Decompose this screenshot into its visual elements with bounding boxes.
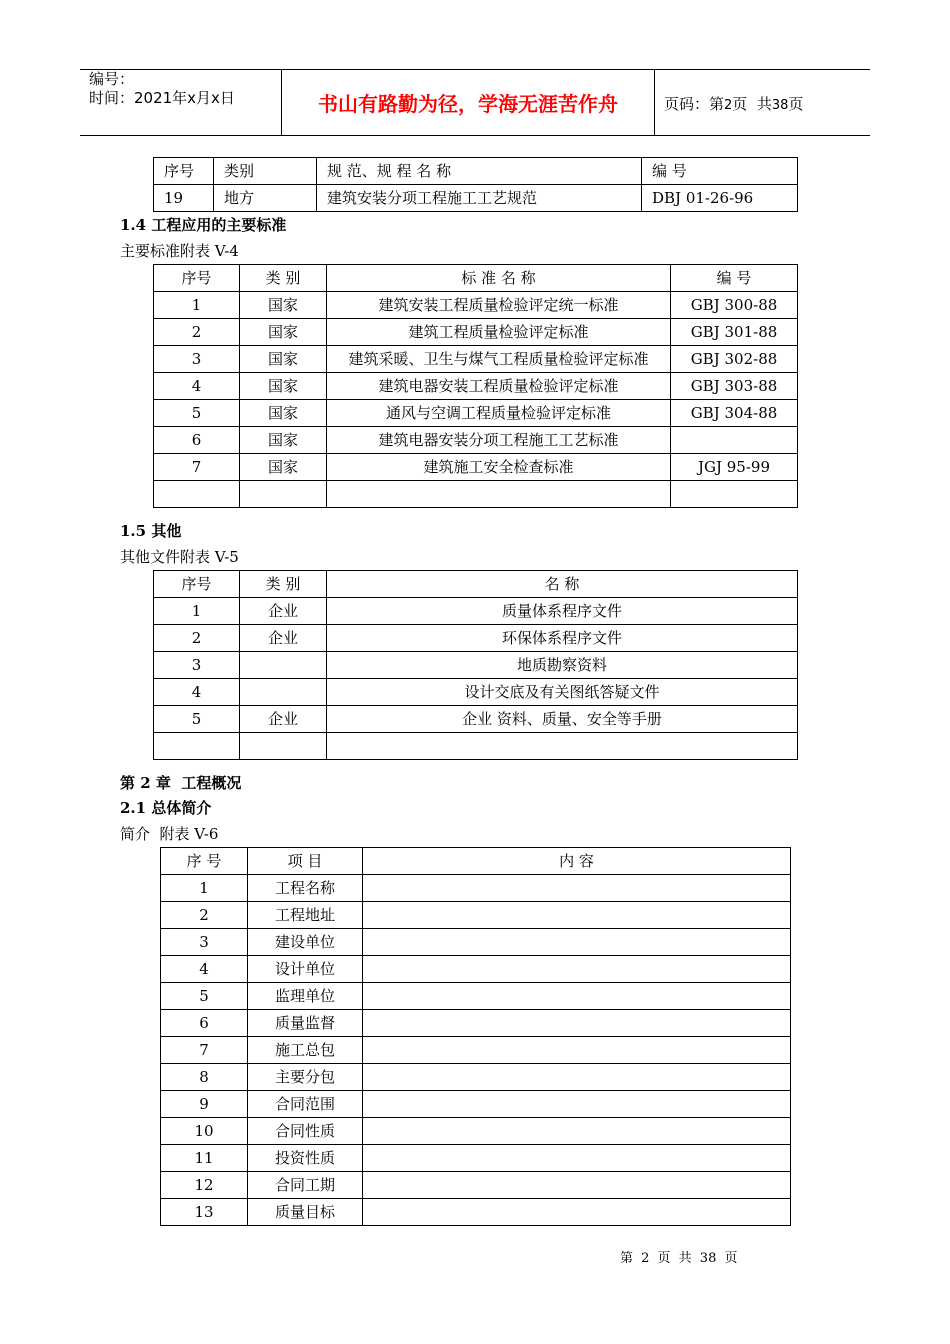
- cell-content: [363, 929, 791, 956]
- cell-seq: 5: [154, 400, 240, 427]
- cell-item: 监理单位: [248, 983, 363, 1010]
- cell-content: [363, 1064, 791, 1091]
- table-row: [154, 481, 798, 508]
- cell-category: 企业: [240, 706, 327, 733]
- table-caption-v4: 主要标准附表 V-4: [120, 242, 239, 260]
- cell-name: 地质勘察资料: [327, 652, 798, 679]
- cell-item: 工程地址: [248, 902, 363, 929]
- cell-name: 建筑安装分项工程施工工艺规范: [317, 185, 642, 212]
- cell-seq: 19: [154, 185, 214, 212]
- table-row: [154, 625, 798, 652]
- header-page-indicator: [664, 93, 803, 114]
- page-mid: 页 共: [732, 95, 772, 113]
- cell-content: [363, 1172, 791, 1199]
- cell-item: 质量监督: [248, 1010, 363, 1037]
- header-divider-2: [654, 69, 655, 136]
- col-header-item: 项 目: [248, 848, 363, 875]
- cell-seq: [154, 733, 240, 760]
- table-row: [154, 373, 798, 400]
- cell-item: 建设单位: [248, 929, 363, 956]
- table-header-row: [154, 571, 798, 598]
- cell-seq: 1: [154, 292, 240, 319]
- cell-content: [363, 956, 791, 983]
- cell-category: [240, 652, 327, 679]
- table-header-row: [154, 158, 798, 185]
- table-row: [154, 706, 798, 733]
- cell-category: [240, 481, 327, 508]
- col-header-category: 类 别: [240, 571, 327, 598]
- cell-category: 国家: [240, 373, 327, 400]
- cell-category: 企业: [240, 625, 327, 652]
- cell-category: [240, 679, 327, 706]
- table-row: [154, 598, 798, 625]
- cell-seq: 4: [154, 679, 240, 706]
- cell-code: JGJ 95-99: [671, 454, 798, 481]
- table-header-row: [154, 265, 798, 292]
- table-row: [154, 427, 798, 454]
- cell-seq: 10: [161, 1118, 248, 1145]
- table-row: [154, 733, 798, 760]
- cell-code: GBJ 304-88: [671, 400, 798, 427]
- cell-content: [363, 902, 791, 929]
- table-row: [161, 1118, 791, 1145]
- cell-standard-name: 建筑电器安装工程质量检验评定标准: [327, 373, 671, 400]
- cell-seq: 11: [161, 1145, 248, 1172]
- table-header-row: [161, 848, 791, 875]
- cell-standard-name: 建筑施工安全检查标准: [327, 454, 671, 481]
- cell-code: GBJ 303-88: [671, 373, 798, 400]
- table-row: [154, 679, 798, 706]
- cell-item: 合同范围: [248, 1091, 363, 1118]
- cell-content: [363, 1037, 791, 1064]
- cell-seq: 8: [161, 1064, 248, 1091]
- table-row: [154, 454, 798, 481]
- standards-continuation-table: [153, 157, 798, 212]
- cell-item: 设计单位: [248, 956, 363, 983]
- cell-category: [240, 733, 327, 760]
- table-row: [161, 1145, 791, 1172]
- cell-seq: 7: [154, 454, 240, 481]
- cell-seq: [154, 481, 240, 508]
- col-header-name: 名 称: [327, 571, 798, 598]
- col-header-name: 规 范、规 程 名 称: [317, 158, 642, 185]
- cell-category: 企业: [240, 598, 327, 625]
- cell-content: [363, 1145, 791, 1172]
- cell-category: 地方: [214, 185, 317, 212]
- page-total: 38: [771, 98, 789, 113]
- cell-code: [671, 481, 798, 508]
- cell-seq: 3: [154, 652, 240, 679]
- page-suffix: 页: [788, 95, 804, 113]
- table-row: [161, 1091, 791, 1118]
- table-row: [154, 319, 798, 346]
- cell-code: GBJ 302-88: [671, 346, 798, 373]
- cell-item: 主要分包: [248, 1064, 363, 1091]
- cell-standard-name: 通风与空调工程质量检验评定标准: [327, 400, 671, 427]
- cell-seq: 4: [154, 373, 240, 400]
- cell-category: 国家: [240, 454, 327, 481]
- table-caption-v6: 简介 附表 V-6: [120, 825, 219, 843]
- col-header-seq: 序号: [154, 571, 240, 598]
- cell-seq: 13: [161, 1199, 248, 1226]
- table-row: [161, 1064, 791, 1091]
- cell-seq: 12: [161, 1172, 248, 1199]
- cell-code: DBJ 01-26-96: [642, 185, 798, 212]
- cell-standard-name: 建筑安装工程质量检验评定统一标准: [327, 292, 671, 319]
- col-header-seq: 序号: [154, 265, 240, 292]
- cell-category: 国家: [240, 292, 327, 319]
- cell-content: [363, 1118, 791, 1145]
- cell-item: 工程名称: [248, 875, 363, 902]
- table-row: [161, 1037, 791, 1064]
- col-header-code: 编 号: [671, 265, 798, 292]
- col-header-seq: 序 号: [161, 848, 248, 875]
- table-row: [154, 185, 798, 212]
- cell-category: 国家: [240, 427, 327, 454]
- cell-item: 合同性质: [248, 1118, 363, 1145]
- col-header-seq: 序号: [154, 158, 214, 185]
- overview-table-v6: [160, 847, 791, 1226]
- cell-seq: 7: [161, 1037, 248, 1064]
- table-caption-v5: 其他文件附表 V-5: [120, 548, 239, 566]
- cell-code: [671, 427, 798, 454]
- table-row: [154, 346, 798, 373]
- cell-name: 设计交底及有关图纸答疑文件: [327, 679, 798, 706]
- table-row: [161, 1199, 791, 1226]
- table-row: [161, 956, 791, 983]
- cell-seq: 2: [154, 319, 240, 346]
- table-row: [154, 292, 798, 319]
- cell-name: 企业 资料、质量、安全等手册: [327, 706, 798, 733]
- cell-seq: 2: [154, 625, 240, 652]
- section-heading-2-1: 2.1 总体简介: [120, 799, 212, 817]
- cell-seq: 2: [161, 902, 248, 929]
- col-header-content: 内 容: [363, 848, 791, 875]
- table-row: [161, 875, 791, 902]
- cell-content: [363, 1010, 791, 1037]
- section-heading-1-5: 1.5 其他: [120, 522, 182, 540]
- header-time-label: 时间：2021年x月x日: [89, 89, 235, 107]
- cell-code: GBJ 301-88: [671, 319, 798, 346]
- cell-seq: 5: [154, 706, 240, 733]
- cell-name: [327, 733, 798, 760]
- col-header-category: 类 别: [240, 265, 327, 292]
- cell-category: 国家: [240, 346, 327, 373]
- cell-content: [363, 1091, 791, 1118]
- header-number-label: 编号：: [89, 70, 135, 88]
- cell-seq: 6: [161, 1010, 248, 1037]
- section-heading-1-4: 1.4 工程应用的主要标准: [120, 216, 287, 234]
- col-header-category: 类别: [214, 158, 317, 185]
- table-row: [161, 902, 791, 929]
- documents-table-v5: [153, 570, 798, 760]
- cell-category: 国家: [240, 319, 327, 346]
- cell-content: [363, 875, 791, 902]
- header-bottom-rule: [80, 135, 870, 136]
- cell-content: [363, 1199, 791, 1226]
- page-current: 2: [724, 98, 733, 113]
- cell-content: [363, 983, 791, 1010]
- col-header-code: 编 号: [642, 158, 798, 185]
- cell-standard-name: 建筑采暖、卫生与煤气工程质量检验评定标准: [327, 346, 671, 373]
- cell-category: 国家: [240, 400, 327, 427]
- cell-seq: 5: [161, 983, 248, 1010]
- table-row: [161, 1172, 791, 1199]
- table-row: [161, 929, 791, 956]
- cell-code: GBJ 300-88: [671, 292, 798, 319]
- cell-name: 质量体系程序文件: [327, 598, 798, 625]
- cell-seq: 1: [161, 875, 248, 902]
- standards-table-v4: [153, 264, 798, 508]
- cell-seq: 3: [161, 929, 248, 956]
- chapter-heading-2: 第 2 章 工程概况: [120, 774, 242, 792]
- table-row: [154, 652, 798, 679]
- cell-item: 投资性质: [248, 1145, 363, 1172]
- cell-item: 合同工期: [248, 1172, 363, 1199]
- cell-standard-name: [327, 481, 671, 508]
- cell-seq: 1: [154, 598, 240, 625]
- page-footer: 第 2 页 共 38 页: [620, 1251, 738, 1266]
- cell-seq: 3: [154, 346, 240, 373]
- cell-name: 环保体系程序文件: [327, 625, 798, 652]
- table-row: [154, 400, 798, 427]
- table-row: [161, 983, 791, 1010]
- cell-standard-name: 建筑电器安装分项工程施工工艺标准: [327, 427, 671, 454]
- header-motto: 书山有路勤为径，学海无涯苦作舟: [318, 92, 618, 116]
- cell-seq: 9: [161, 1091, 248, 1118]
- cell-item: 施工总包: [248, 1037, 363, 1064]
- page-prefix: 页码：第: [664, 95, 725, 113]
- col-header-standard-name: 标 准 名 称: [327, 265, 671, 292]
- cell-seq: 4: [161, 956, 248, 983]
- cell-seq: 6: [154, 427, 240, 454]
- cell-standard-name: 建筑工程质量检验评定标准: [327, 319, 671, 346]
- cell-item: 质量目标: [248, 1199, 363, 1226]
- header-meta: [89, 70, 235, 108]
- table-row: [161, 1010, 791, 1037]
